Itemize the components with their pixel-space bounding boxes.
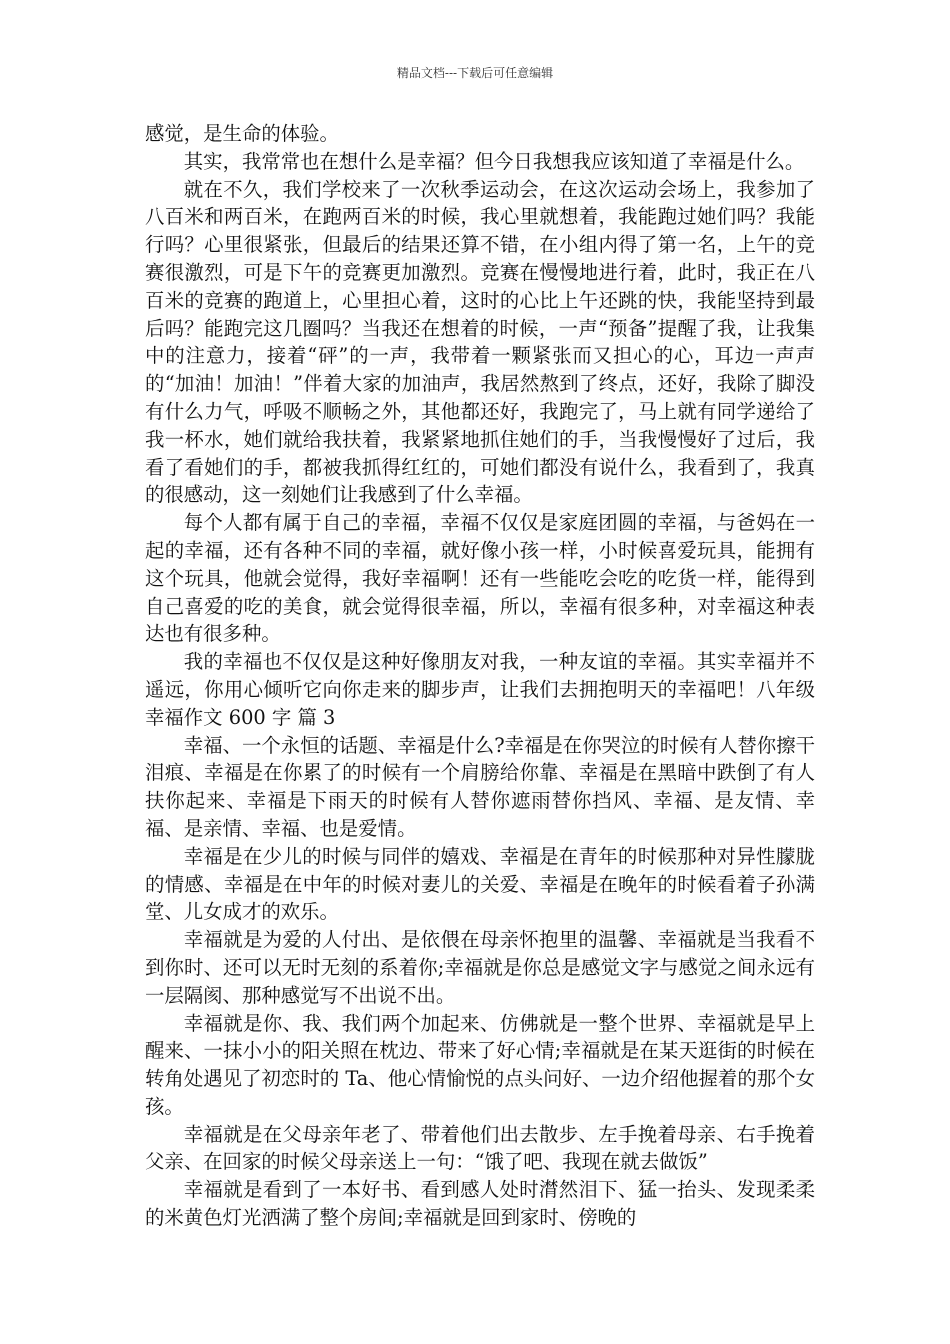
paragraph: 幸福是在少儿的时候与同伴的嬉戏、幸福是在青年的时候那种对异性朦胧的情感、幸福是在中年的时候对妻儿的关爱、幸福是在晚年的时候看着子孙满堂、儿女成才的欢乐。 [145,844,815,924]
paragraph: 幸福、一个永恒的话题、幸福是什么?幸福是在你哭泣的时候有人替你擦干泪痕、幸福是在你累了的时候有一个肩膀给你靠、幸福是在黑暗中跌倒了有人扶你起来、幸福是下雨天的时候有人替你遮雨替你挡风、幸福、是友情、幸福、是亲情、幸福、也是爱情。 [145,733,815,840]
paragraph: 感觉，是生命的体验。 [145,122,339,145]
document-body [145,120,815,1232]
paragraph: 幸福就是在父母亲年老了、带着他们出去散步、左手挽着母亲、右手挽着父亲、在回家的时候父母亲送上一句：“饿了吧、我现在就去做饭” [145,1122,815,1174]
page-header: 精品文档---下载后可任意编辑 [396,66,554,80]
paragraph: 每个人都有属于自己的幸福，幸福不仅仅是家庭团圆的幸福，与爸妈在一起的幸福，还有各种不同的幸福，就好像小孩一样，小时候喜爱玩具，能拥有这个玩具，他就会觉得，我好幸福啊！还有一些能吃会吃的吃货一样，能得到自己喜爱的吃的美食，就会觉得很幸福，所以，幸福有很多种，对幸福这种表达也有很多种。 [145,511,815,646]
paragraph: 幸福就是为爱的人付出、是依偎在母亲怀抱里的温馨、幸福就是当我看不到你时、还可以无时无刻的系着你;幸福就是你总是感觉文字与感觉之间永远有一层隔阂、那种感觉写不出说不出。 [145,928,815,1007]
paragraph: 我的幸福也不仅仅是这种好像朋友对我，一种友谊的幸福。其实幸福并不遥远，你用心倾听它向你走来的脚步声，让我们去拥抱明天的幸福吧！八年级幸福作文 600 字 篇 3 [145,650,815,729]
paragraph: 其实，我常常也在想什么是幸福？但今日我想我应该知道了幸福是什么。 [183,149,805,173]
paragraph: 就在不久，我们学校来了一次秋季运动会，在这次运动会场上，我参加了八百米和两百米，在跑两百米的时候，我心里就想着，我能跑过她们吗？我能行吗？心里很紧张，但最后的结果还算不错，在小组内得了第一名，上午的竞赛很激烈，可是下午的竞赛更加激烈。竞赛在慢慢地进行着，此时，我正在八百米的竞赛的跑道上，心里担心着，这时的心比上午还跳的快，我能坚持到最后吗？能跑完这几圈吗？当我还在想着的时候，一声“预备”提醒了我，让我集中的注意力，接着“砰”的一声，我带着一颗紧张而又担心的心，耳边一声声的“加油！加油！”伴着大家的加油声，我居然熬到了终点，还好，我除了脚没有什么力气，呼吸不顺畅之外，其他都还好，我跑完了，马上就有同学递给了我一杯水，她们就给我扶着，我紧紧地抓住她们的手，当我慢慢好了过后，我看了看她们的手，都被我抓得红红的，可她们都没有说什么，我看到了，我真的很感动，这一刻她们让我感到了什么幸福。 [145,177,815,507]
paragraph: 幸福就是你、我、我们两个加起来、仿佛就是一整个世界、幸福就是早上醒来、一抹小小的阳关照在枕边、带来了好心情;幸福就是在某天逛街的时候在转角处遇见了初恋时的 Ta、他心情愉悦的点头问好、一边介绍他握着的那个女孩。 [145,1011,815,1118]
paragraph: 幸福就是看到了一本好书、看到感人处时潸然泪下、猛一抬头、发现柔柔的米黄色灯光洒满了整个房间;幸福就是回到家时、傍晚的 [145,1178,815,1230]
